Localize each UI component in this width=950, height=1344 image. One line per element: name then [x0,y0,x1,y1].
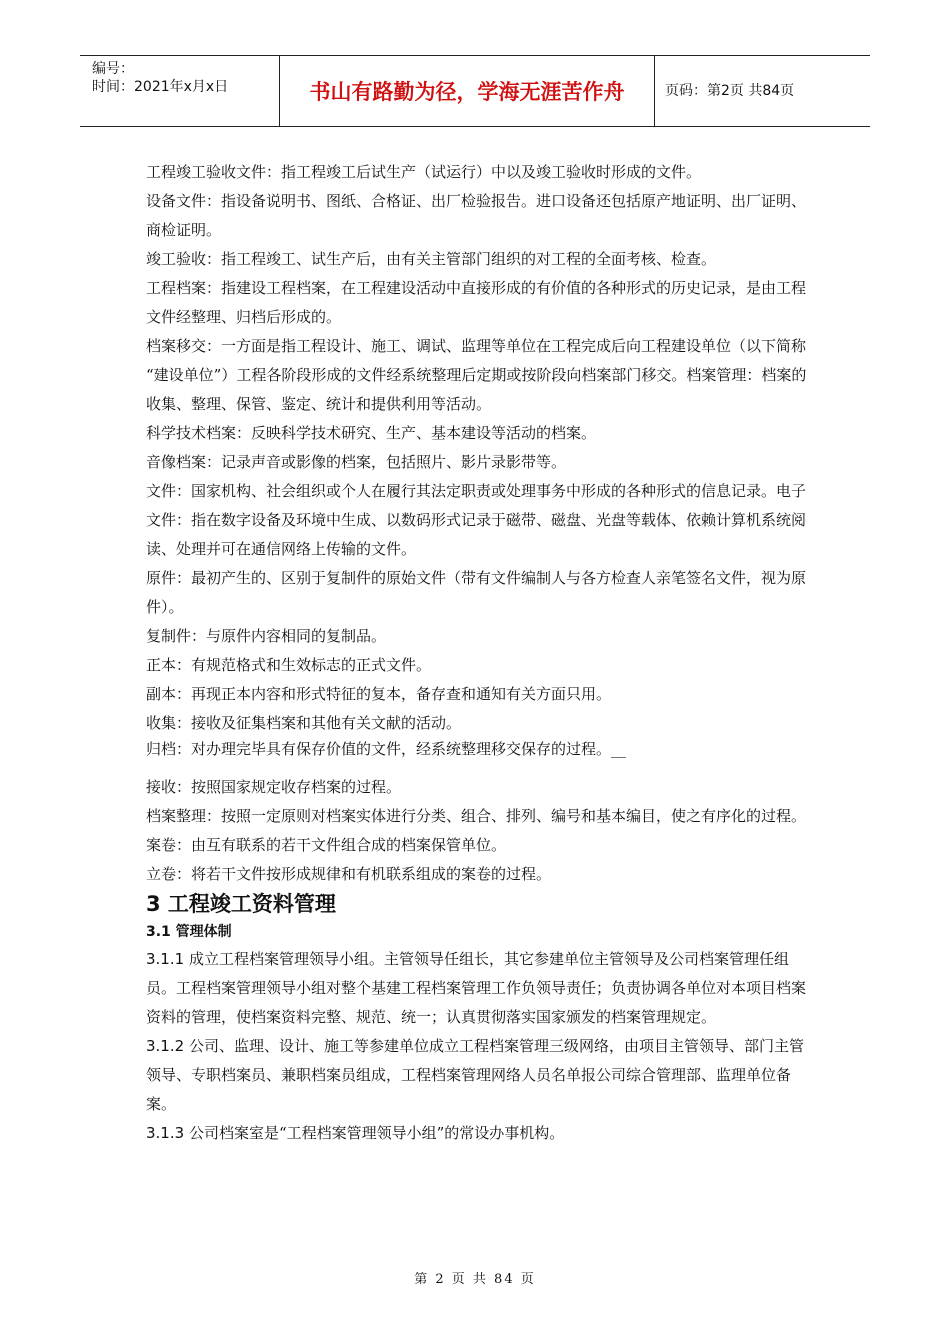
paragraph: 科学技术档案：反映科学技术研究、生产、基本建设等活动的档案。 [146,424,597,442]
paragraph: 竣工验收：指工程竣工、试生产后，由有关主管部门组织的对工程的全面考核、检查。 [146,250,717,268]
header-meta [80,56,280,126]
paragraph: 工程档案：指建设工程档案，在工程建设活动中直接形成的有价值的各种形式的历史记录，是由工程文件经整理、归档后形成的。 [146,279,807,326]
paragraph: 档案整理：按照一定原则对档案实体进行分类、组合、排列、编号和基本编目，使之有序化的过程。 [146,807,807,825]
numbered-item [146,1032,812,1119]
paragraph: 正本：有规范格式和生效标志的正式文件。 [146,656,432,674]
item-number: 3.1.1 [146,950,185,968]
paragraph: 案卷：由互有联系的若干文件组合成的档案保管单位。 [146,836,507,854]
paragraph: 文件：国家机构、社会组织或个人在履行其法定职责或处理事务中形成的各种形式的信息记录。电子文件：指在数字设备及环境中生成、以数码形式记录于磁带、磁盘、光盘等载体、依赖计算机系统阅读、处理并可在通信网络上传输的文件。 [146,482,807,558]
header-motto: 书山有路勤为径，学海无涯苦作舟 [280,56,655,126]
page-footer: 第 2 页 共 84 页 [414,1272,536,1287]
document-body [146,158,812,1148]
page-header [80,55,870,127]
paragraph: 收集：接收及征集档案和其他有关文献的活动。 [146,714,462,732]
item-number: 3.1.3 [146,1124,185,1142]
spacer [146,761,812,773]
item-text: 公司档案室是“工程档案管理领导小组”的常设办事机构。 [184,1124,565,1142]
paragraph: 接收：按照国家规定收存档案的过程。 [146,778,402,796]
item-number: 3.1.2 [146,1037,185,1055]
header-page-info: 页码：第2页 共84页 [665,83,795,99]
paragraph: 音像档案：记录声音或影像的档案，包括照片、影片录影带等。 [146,453,567,471]
paragraph: 档案移交：一方面是指工程设计、施工、调试、监理等单位在工程完成后向工程建设单位（以下简称 “建设单位”）工程各阶段形成的文件经系统整理后定期或按阶段向档案部门移交。档案管理：档案的收集、整理、保管、鉴定、统计和提供利用等活动。 [146,337,807,413]
paragraph: 立卷：将若干文件按形成规律和有机联系组成的案卷的过程。 [146,865,552,883]
paragraph: 工程竣工验收文件：指工程竣工后试生产（试运行）中以及竣工验收时形成的文件。 [146,163,702,181]
numbered-item [146,1119,812,1148]
document-date: 时间：2021年x月x日 [92,79,229,95]
numbered-item [146,945,812,1032]
document-number-label: 编号： [92,61,134,77]
paragraph: 复制件：与原件内容相同的复制品。 [146,627,387,645]
section-heading: 3 工程竣工资料管理 [146,892,336,916]
paragraph: 设备文件：指设备说明书、图纸、合格证、出厂检验报告。进口设备还包括原产地证明、出厂证明、商检证明。 [146,192,807,239]
paragraph: 归档：对办理完毕具有保存价值的文件，经系统整理移交保存的过程。__ [146,740,627,758]
paragraph: 原件：最初产生的、区别于复制件的原始文件（带有文件编制人与各方检查人亲笔签名文件，视为原件）。 [146,569,807,616]
paragraph: 副本：再现正本内容和形式特征的复本，备存查和通知有关方面只用。 [146,685,612,703]
item-text: 成立工程档案管理领导小组。主管领导任组长，其它参建单位主管领导及公司档案管理任组员。工程档案管理领导小组对整个基建工程档案管理工作负领导责任；负责协调各单位对本项目档案资料的管理，使档案资料完整、规范、统一；认真贯彻落实国家颁发的档案管理规定。 [146,950,807,1026]
item-text: 公司、监理、设计、施工等参建单位成立工程档案管理三级网络，由项目主管领导、部门主管领导、专职档案员、兼职档案员组成，工程档案管理网络人员名单报公司综合管理部、监理单位备案。 [146,1037,804,1113]
subsection-heading: 3.1 管理体制 [146,924,232,940]
